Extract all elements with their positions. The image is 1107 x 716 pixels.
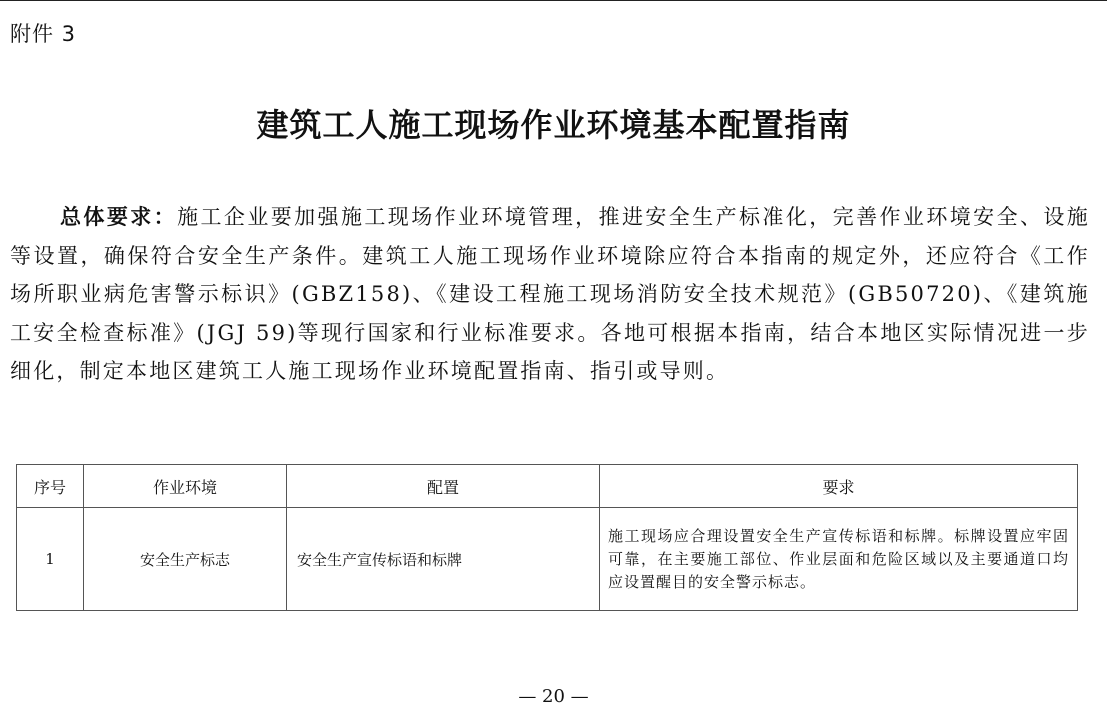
header-configuration: 配置	[287, 465, 600, 508]
header-environment: 作业环境	[84, 465, 287, 508]
cell-configuration: 安全生产宣传标语和标牌	[287, 508, 600, 611]
page-number: — 20 —	[518, 686, 589, 707]
document-title: 建筑工人施工现场作业环境基本配置指南	[256, 106, 851, 144]
general-requirements-lead: 总体要求：	[60, 205, 178, 229]
cell-index: 1	[17, 508, 84, 611]
table-row	[17, 508, 1078, 611]
header-index: 序号	[17, 465, 84, 508]
cell-environment: 安全生产标志	[84, 508, 287, 611]
attachment-label: 附件 3	[10, 22, 77, 46]
top-border-line	[0, 0, 1107, 1]
table-header-row	[17, 465, 1078, 508]
general-requirements-paragraph	[10, 198, 1090, 391]
configuration-table	[16, 464, 1078, 611]
header-requirement: 要求	[600, 465, 1078, 508]
cell-requirement: 施工现场应合理设置安全生产宣传标语和标牌。标牌设置应牢固可靠，在主要施工部位、作业层面和危险区域以及主要通道口均应设置醒目的安全警示标志。	[600, 508, 1078, 611]
general-requirements-text: 施工企业要加强施工现场作业环境管理，推进安全生产标准化，完善作业环境安全、设施等设置，确保符合安全生产条件。建筑工人施工现场作业环境除应符合本指南的规定外，还应符合《工作场所职业病危害警示标识》(GBZ158)、《建设工程施工现场消防安全技术规范》(GB50720)、《建筑施工安全检查标准》(JGJ 59)等现行国家和行业标准要求。各地可根据本指南，结合本地区实际情况进一步细化，制定本地区建筑工人施工现场作业环境配置指南、指引或导则。	[10, 205, 1091, 383]
